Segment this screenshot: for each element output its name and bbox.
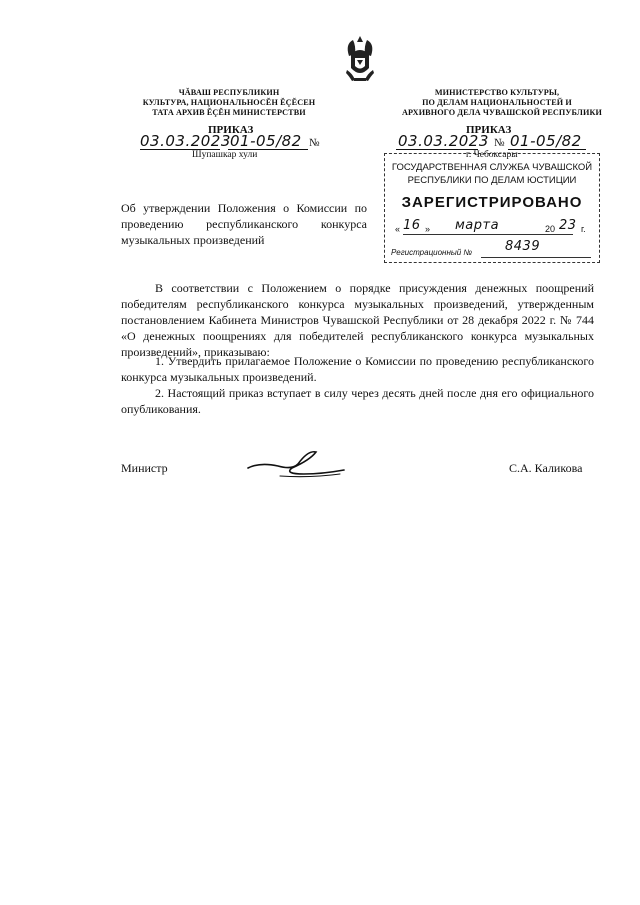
city-right: г. Чебоксары [466, 150, 518, 160]
signature-name: С.А. Каликова [509, 461, 583, 475]
stamp-status: ЗАРЕГИСТРИРОВАНО [401, 194, 583, 211]
order-no-sign-right: № [494, 137, 505, 149]
stamp-reg-number: 8439 [505, 239, 541, 254]
body-paragraph-3: 2. Настоящий приказ вступает в силу через десять дней после дня его официального опубликования. [121, 386, 594, 416]
city-left: Шупашкар хули [192, 150, 258, 160]
order-number-right: 01-05/82 [510, 132, 582, 150]
stamp-year-suffix: 23 [559, 218, 577, 233]
registration-stamp [384, 153, 600, 263]
document-title: Об утверждении Положения о Комиссии по проведению республиканского конкурса музыкальных произведений [121, 201, 367, 247]
stamp-date-row: « 16 » марта 20 23 г. [395, 218, 586, 234]
header-left-line2: КУЛЬТУРА, НАЦИОНАЛЬНОСĔН ĔÇĔСЕН [142, 98, 316, 107]
signature-position: Министр [121, 461, 168, 475]
stamp-agency-line1: ГОСУДАРСТВЕННАЯ СЛУЖБА ЧУВАШСКОЙ [391, 162, 593, 173]
header-right-line1: МИНИСТЕРСТВО КУЛЬТУРЫ, [434, 88, 560, 97]
stamp-day: 16 [403, 218, 421, 233]
header-left-line1: ЧĂВАШ РЕСПУБЛИКИН [178, 88, 280, 97]
order-heading-right: ПРИКАЗ [466, 124, 512, 136]
header-right-line3: АРХИВНОГО ДЕЛА ЧУВАШСКОЙ РЕСПУБЛИКИ [402, 108, 602, 117]
order-date-right: 03.03.2023 [398, 132, 489, 150]
header-left-line3: ТАТА АРХИВ ĔÇĔН МИНИСТЕРСТВИ [152, 108, 306, 117]
stamp-year-unit: г. [581, 224, 586, 234]
stamp-agency-line2: РЕСПУБЛИКИ ПО ДЕЛАМ ЮСТИЦИИ [407, 175, 577, 186]
handwritten-signature [240, 444, 350, 484]
stamp-reg-underline [481, 257, 591, 258]
order-no-sign-left: № [309, 137, 320, 149]
stamp-month: марта [455, 218, 500, 233]
order-heading-left: ПРИКАЗ [208, 124, 254, 136]
body-paragraph-1: В соответствии с Положением о порядке присуждения денежных поощрений победителям республиканского конкурса музыкальных произведений, утвержденным постановлением Кабинета Министров Чувашской Республики от 28 декабря 2022 г. № 744 «О денежных поощрениях для победителей республиканского конкурса музыкальных произведений», приказываю: [121, 281, 594, 359]
chuvash-emblem-icon [343, 34, 377, 84]
order-number-left: 01-05/82 [230, 132, 302, 150]
ministry-header-chuvash [140, 88, 318, 118]
stamp-date-underline [403, 234, 573, 235]
order-date-left: 03.03.2023 [140, 132, 231, 150]
ministry-header-russian [402, 88, 602, 118]
body-paragraph-2: 1. Утвердить прилагаемое Положение о Комиссии по проведению республиканского конкурса музыкальных произведений. [121, 354, 594, 384]
stamp-year-prefix: 20 [545, 224, 556, 234]
stamp-reg-label: Регистрационный № [391, 248, 473, 257]
header-right-line2: ПО ДЕЛАМ НАЦИОНАЛЬНОСТЕЙ И [422, 98, 572, 107]
order-number-right-line [508, 149, 586, 150]
